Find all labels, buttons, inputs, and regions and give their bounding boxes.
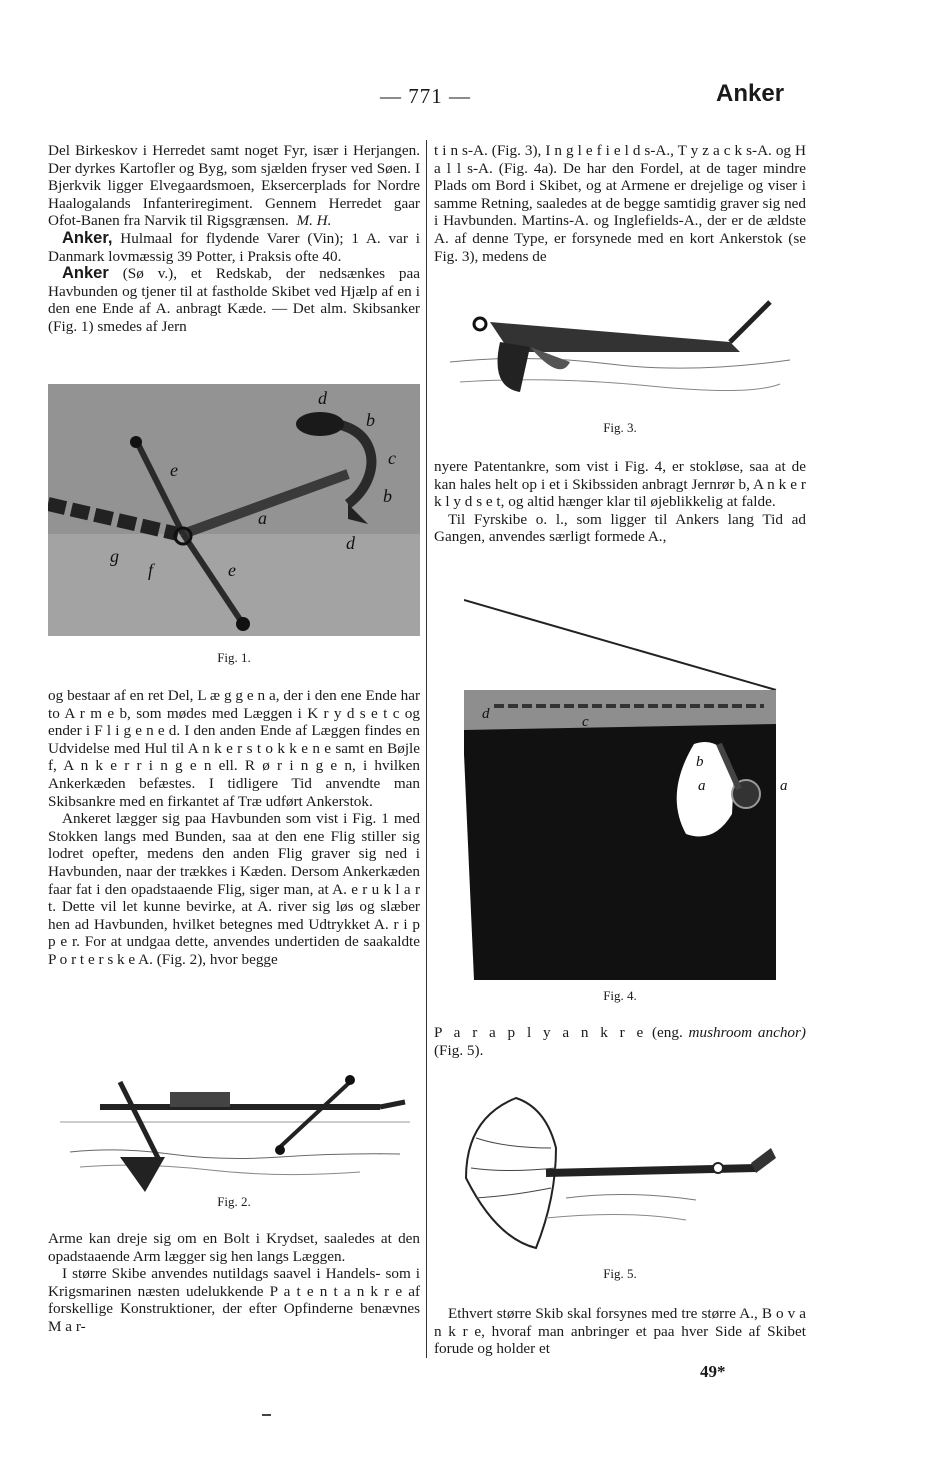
fig4-label-a: a [698, 778, 706, 794]
entry-headword: Anker, [62, 228, 113, 247]
entry-headword: Anker [62, 264, 109, 283]
right-column-paraply [434, 1024, 806, 1059]
figure-2-caption: Fig. 2. [217, 1194, 251, 1209]
paragraph-lightship-anchors: Til Fyrskibe o. l., som ligger til Ankers lang Tid ad Gangen, anvendes særligt formede A., [434, 510, 806, 546]
right-column-middle [434, 458, 806, 546]
figure-5-illustration [456, 1078, 786, 1258]
column-divider [426, 140, 427, 1358]
fig1-label-d2: d [346, 533, 355, 553]
left-column-top [48, 142, 420, 336]
fig1-label-d: d [318, 388, 327, 408]
entry-text: (Sø v.), et Redskab, der nedsænkes paa Havbunden og tjener til at fastholde Skibet ved Hjælp af en i den ene Ende af A. anbragt Kæde. — Det alm. Skibsanker (Fig. 1) smedes af Jern [48, 265, 420, 335]
fig1-label-e2: e [228, 560, 236, 580]
figure-5-caption: Fig. 5. [603, 1266, 637, 1281]
figure-2-porter-anchor [60, 1062, 410, 1192]
fig4-label-d: d [482, 706, 490, 722]
fig1-label-b: b [366, 410, 375, 430]
text-fragment: (eng. [646, 1024, 689, 1041]
figure-4-hawse-pipe [464, 594, 800, 980]
fig1-label-c: c [388, 448, 396, 468]
fig4-label-a-outer: a [780, 778, 788, 794]
entry-text: Hulmaal for flydende Varer (Vin); 1 A. var i Danmark lovmæssig 39 Potter, i Praksis ofte 40. [48, 229, 420, 265]
paragraph-anchor-seabed: Ankeret lægger sig paa Havbunden som vist i Fig. 1 med Stokken langs med Bunden, saa at den ene Flig stiller sig lodret opefter, medens den anden Flig graver sig ned i Havbunden, naar der trækkes i Kæden. Dersom Ankerkæden faar fat i den opadstaaende Flig, siger man, at A. e r u k l a r t. Dette vil let kunne bevirke, at A. river sig løs og slæber hen ad Havbunden, hvilket betegnes med Udtrykket A. r i p p e r. For at undgaa dette, anvendes undertiden de saakaldte P o r t e r s k e A. (Fig. 2), hvor begge [48, 810, 420, 968]
page-number: — 771 — [380, 84, 471, 108]
fig1-label-f: f [148, 560, 154, 580]
fig4-label-c: c [582, 714, 589, 730]
figure-4-caption: Fig. 4. [603, 988, 637, 1003]
paragraph-mushroom-anchor [434, 1024, 806, 1059]
author-signature: M. H. [296, 212, 332, 230]
figure-2-illustration [60, 1062, 410, 1192]
figure-1-caption: Fig. 1. [217, 650, 251, 665]
entry-anker-redskab [48, 265, 420, 335]
figure-3-martins-anchor [450, 292, 790, 410]
signature-mark: 49* [700, 1362, 726, 1381]
paragraph-stockless-anchors: nyere Patentankre, som vist i Fig. 4, er stokløse, saa at de kan hales helt op i et i Skibssiden anbragt Jernrør b, A n k e r k l y d s e t, og altid hænger klar til øjeblikkelig at falde. [434, 458, 806, 511]
paragraph-patent-anchors: I større Skibe anvendes nutildags saavel i Handels- som i Krigsmarinen næsten udelukkende P a t e n t a n k r e af forskellige Konstruktioner, der efter Opfinderne benævnes M a r- [48, 1265, 420, 1335]
term-paraplyankre: P a r a p l y a n k r e [434, 1024, 647, 1041]
fig1-label-e: e [170, 460, 178, 480]
stray-mark [262, 1414, 271, 1416]
right-column-bottom [434, 1305, 806, 1358]
paragraph-text: Del Birkeskov i Herredet samt noget Fyr, især i Herjangen. Der dyrkes Kartofler og Byg, som sjælden fryser ved Søen. I Bjerkvik ligger Elvegaardsmoen, Eksercerplads for Nordre Haalogalands Infanteriregiment. Gennem Herredet gaar Ofot-Banen fra Narvik til Rigsgrænsen. [48, 142, 420, 230]
paragraph-martins-anchor: t i n s-A. (Fig. 3), I n g l e f i e l d s-A., T y z a c k s-A. og H a l l s-A. (Fig. 4a). De har den Fordel, at de tager mindre Plads om Bord i Skibet, og at Armene er drejelige og viser i samme Retning, saaledes at de begge samtidig graver sig ned i Havbunden. Martins-A. og Inglefields-A., der er de ældste A. af denne Type, er forsynede med en kort Ankerstok (se Fig. 3), medens de [434, 142, 806, 265]
paragraph-arms-bolt: Arme kan dreje sig om en Bolt i Krydset, saaledes at den opadstaaende Arm lægger sig hen langs Læggen. [48, 1230, 420, 1265]
right-column-top [434, 142, 806, 265]
figure-5-mushroom-anchor [456, 1078, 786, 1258]
fig1-label-g: g [110, 546, 119, 566]
figure-4-illustration [464, 594, 800, 980]
paragraph-herred [48, 142, 420, 230]
english-term: mushroom anchor) [688, 1024, 806, 1041]
paragraph-anchor-parts: og bestaar af en ret Del, L æ g g e n a, der i den ene Ende har to A r m e b, som mødes med Læggen i K r y d s e t c og ender i F l i g e n e d. I den anden Ende af Læggen findes en Udvidelse med Hul til A n k e r s t o k k e n e samt en Bøjle f, A n k e r r i n g e n ell. R ø r i n g e n, i hvilken Ankerkæden befæstes. I tidligere Tid anvendte man Skibsankre med en firkantet af Træ udført Ankerstok. [48, 687, 420, 810]
figure-3-illustration [450, 292, 790, 410]
figure-3-caption: Fig. 3. [603, 420, 637, 435]
left-column-middle [48, 687, 420, 969]
text-fragment: (Fig. 5). [434, 1041, 484, 1059]
fig1-label-b2: b [383, 486, 392, 506]
fig1-label-a: a [258, 508, 267, 528]
fig4-label-b: b [696, 754, 704, 770]
running-headword: Anker [716, 80, 785, 107]
left-column-bottom [48, 1230, 420, 1336]
entry-anker-hulmaal [48, 230, 420, 265]
figure-1-illustration [48, 384, 420, 636]
paragraph-bow-anchors: Ethvert større Skib skal forsynes med tre større A., B o v a n k r e, hvoraf man anbringer et paa hver Side af Skibet forude og holder et [434, 1305, 806, 1358]
figure-1-anchor-photo [48, 384, 420, 636]
